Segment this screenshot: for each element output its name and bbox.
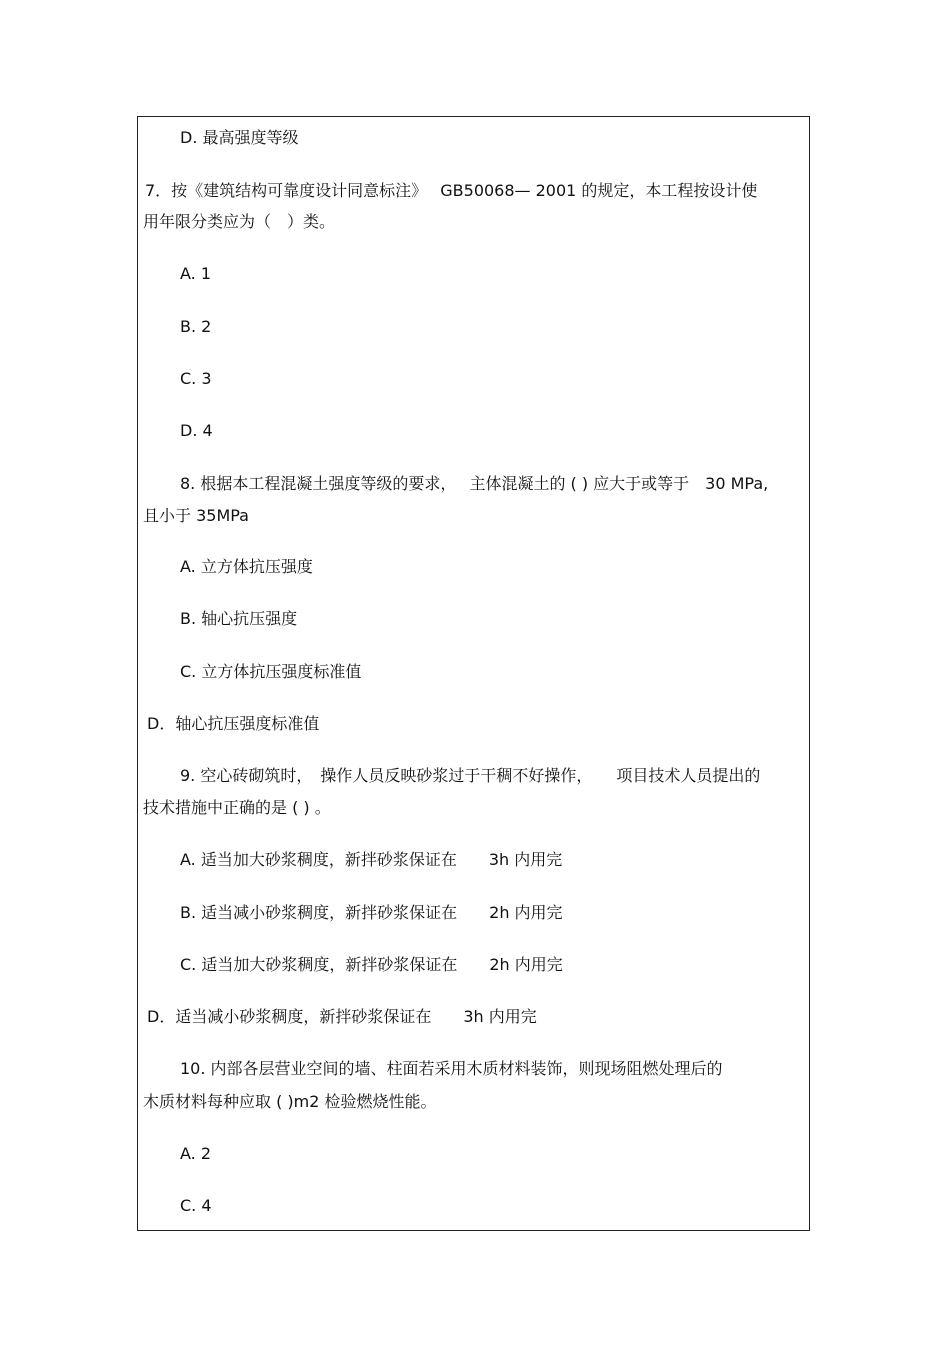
- q7-option-d: D. 4: [180, 421, 213, 440]
- q10-option-a: A. 2: [180, 1144, 212, 1163]
- q8-option-d: D．轴心抗压强度标准值: [147, 714, 320, 733]
- q8-stem-line1: 8. 根据本工程混凝土强度等级的要求， 主体混凝土的 ( ) 应大于或等于 30 MPa,: [180, 474, 769, 493]
- q8-option-c: C. 立方体抗压强度标准值: [180, 662, 362, 681]
- q8-option-a: A. 立方体抗压强度: [180, 557, 313, 576]
- q9-option-b: B. 适当减小砂浆稠度，新拌砂浆保证在 2h 内用完: [180, 903, 563, 922]
- q10-stem-line1: 10. 内部各层营业空间的墙、柱面若采用木质材料装饰，则现场阻燃处理后的: [180, 1059, 723, 1078]
- q8-stem-line2: 且小于 35MPa: [143, 506, 249, 525]
- q7-stem-line2: 用年限分类应为（ ）类。: [143, 212, 336, 231]
- q10-stem-line2: 木质材料每种应取 ( )m2 检验燃烧性能。: [143, 1092, 437, 1111]
- q7-option-a: A. 1: [180, 264, 212, 283]
- q6-option-d: D. 最高强度等级: [180, 128, 299, 147]
- q9-stem-line2: 技术措施中正确的是 ( ) 。: [143, 798, 331, 817]
- q9-option-d: D．适当减小砂浆稠度，新拌砂浆保证在 3h 内用完: [147, 1007, 537, 1026]
- q8-option-b: B. 轴心抗压强度: [180, 609, 298, 628]
- q7-option-c: C. 3: [180, 369, 212, 388]
- q9-option-c: C. 适当加大砂浆稠度，新拌砂浆保证在 2h 内用完: [180, 955, 563, 974]
- q10-option-c: C. 4: [180, 1196, 212, 1215]
- q9-stem-line1: 9. 空心砖砌筑时， 操作人员反映砂浆过于干稠不好操作， 项目技术人员提出的: [180, 766, 761, 785]
- q9-option-a: A. 适当加大砂浆稠度，新拌砂浆保证在 3h 内用完: [180, 850, 563, 869]
- q7-stem-line1: 7．按《建筑结构可靠度设计同意标注》 GB50068— 2001 的规定，本工程按设计使: [145, 181, 758, 200]
- q7-option-b: B. 2: [180, 317, 212, 336]
